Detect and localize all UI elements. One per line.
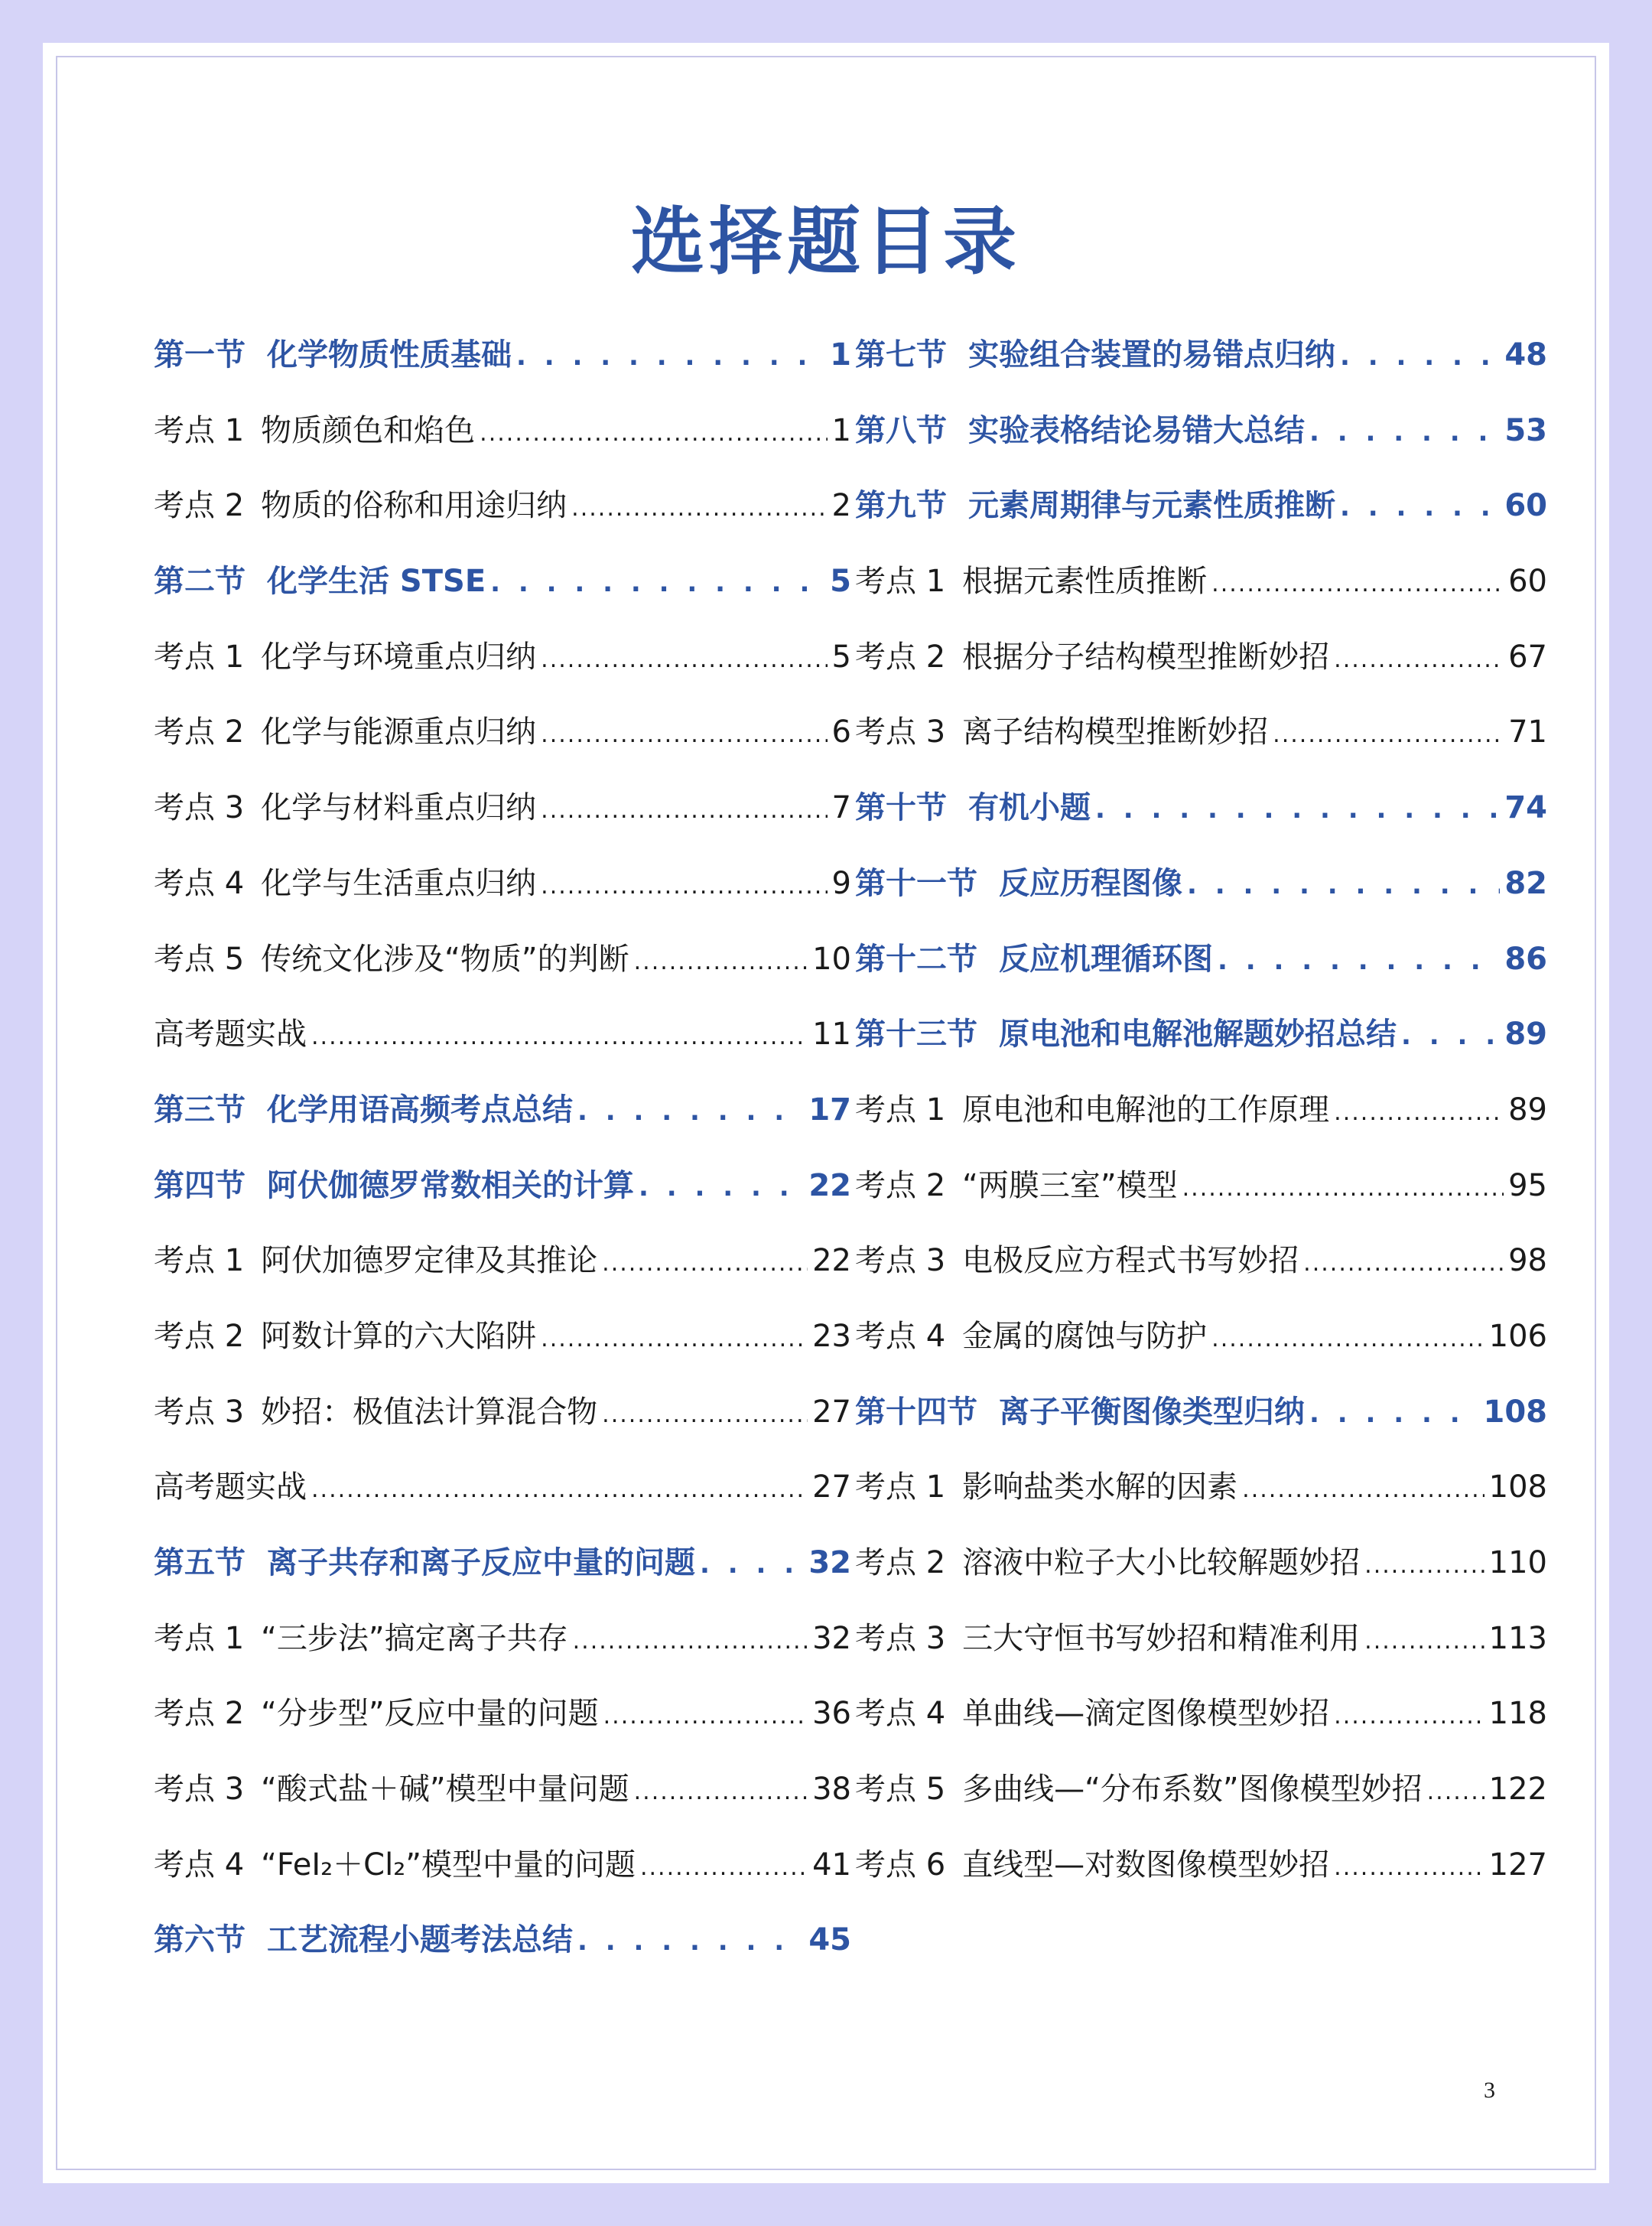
toc-entry-page: 89 xyxy=(1508,1092,1547,1128)
toc-entry-title: 反应历程图像 xyxy=(999,865,1182,901)
toc-entry-number: 考点 1 xyxy=(154,412,245,448)
toc-entry-label xyxy=(154,1464,307,1510)
dot-leader xyxy=(480,408,827,457)
toc-entry-title: 化学用语高频考点总结 xyxy=(267,1092,573,1128)
toc-entry-number: 考点 4 xyxy=(154,865,245,901)
toc-entry-title: 化学与材料重点归纳 xyxy=(261,790,537,826)
toc-entry-title: 阿伏伽德罗常数相关的计算 xyxy=(267,1167,634,1203)
toc-entry-label xyxy=(154,1917,573,1963)
toc-entry-page: 5 xyxy=(830,564,851,600)
toc-entry-page: 41 xyxy=(812,1847,851,1883)
dot-leader xyxy=(577,1087,804,1134)
toc-entry-page: 113 xyxy=(1488,1620,1547,1656)
toc-entry-label xyxy=(855,483,1335,529)
toc-entry-title: “FeI₂＋Cl₂”模型中量的问题 xyxy=(261,1847,636,1883)
toc-entry-title: 原电池和电解池的工作原理 xyxy=(962,1092,1330,1128)
toc-entry-number: 第十三节 xyxy=(855,1017,977,1053)
toc-entry-title: 传统文化涉及“物质”的判断 xyxy=(261,941,629,977)
toc-entry-label xyxy=(154,1691,599,1736)
toc-item-entry[interactable] xyxy=(154,861,851,936)
toc-item-entry[interactable] xyxy=(855,1163,1547,1238)
toc-entry-title: 高考题实战 xyxy=(154,1017,307,1053)
toc-entry-title: 金属的腐蚀与防护 xyxy=(962,1318,1208,1354)
dot-leader xyxy=(1095,785,1500,832)
toc-entry-title: “三步法”搞定离子共存 xyxy=(261,1620,568,1656)
toc-item-entry[interactable] xyxy=(855,1087,1547,1163)
dot-leader xyxy=(1334,1691,1484,1739)
toc-entry-page: 7 xyxy=(831,790,851,826)
dot-leader xyxy=(577,1917,804,1964)
page-title: 选择题目录 xyxy=(631,199,1021,285)
toc-section-entry[interactable] xyxy=(855,1389,1547,1465)
toc-entry-label xyxy=(154,1389,597,1435)
toc-entry-title: 物质颜色和焰色 xyxy=(261,412,476,448)
dot-leader xyxy=(541,634,827,683)
toc-entry-label xyxy=(154,1540,695,1586)
toc-entry-title: “酸式盐＋碱”模型中量问题 xyxy=(261,1772,629,1808)
toc-entry-number: 第十四节 xyxy=(855,1394,977,1430)
toc-entry-page: 95 xyxy=(1508,1167,1547,1203)
toc-section-entry[interactable] xyxy=(855,936,1547,1012)
dot-leader xyxy=(1340,483,1500,530)
toc-entry-number: 第十节 xyxy=(855,790,947,826)
toc-section-entry[interactable] xyxy=(154,558,851,634)
toc-entry-number: 考点 2 xyxy=(154,1696,245,1732)
dot-leader xyxy=(634,1766,808,1815)
dot-leader xyxy=(639,1163,804,1210)
toc-entry-label xyxy=(855,1238,1299,1284)
toc-entry-title: 高考题实战 xyxy=(154,1469,307,1505)
toc-item-entry[interactable] xyxy=(855,1691,1547,1766)
dot-leader xyxy=(516,332,825,379)
toc-entry-label xyxy=(154,1313,536,1359)
dot-leader xyxy=(1182,1163,1504,1212)
toc-entry-title: 工艺流程小题考法总结 xyxy=(267,1922,573,1958)
toc-section-entry[interactable] xyxy=(855,483,1547,558)
dot-leader xyxy=(311,1011,808,1060)
dot-leader xyxy=(1334,1842,1484,1891)
toc-entry-number: 第九节 xyxy=(855,488,947,524)
toc-entry-number: 考点 4 xyxy=(855,1696,946,1732)
toc-entry-label xyxy=(154,936,629,982)
dot-leader xyxy=(603,1691,808,1739)
toc-entry-label xyxy=(855,1389,1305,1435)
toc-entry-label xyxy=(154,1842,636,1888)
toc-entry-number: 考点 2 xyxy=(855,639,946,675)
toc-entry-title: 反应机理循环图 xyxy=(999,941,1213,977)
dot-leader xyxy=(1334,634,1504,683)
toc-entry-page: 6 xyxy=(831,714,851,750)
toc-entry-number: 考点 5 xyxy=(855,1772,946,1808)
toc-entry-label xyxy=(154,1766,629,1812)
toc-section-entry[interactable] xyxy=(855,332,1547,408)
toc-entry-title: 电极反应方程式书写妙招 xyxy=(962,1243,1299,1279)
dot-leader xyxy=(1334,1087,1504,1136)
toc-entry-title: 多曲线—“分布系数”图像模型妙招 xyxy=(962,1772,1423,1808)
toc-item-entry[interactable] xyxy=(154,936,851,1012)
toc-entry-title: 阿伏加德罗定律及其推论 xyxy=(261,1243,598,1279)
toc-item-entry[interactable] xyxy=(855,1766,1547,1842)
dot-leader xyxy=(602,1238,808,1287)
dot-leader xyxy=(1218,936,1500,984)
toc-entry-label xyxy=(855,1011,1397,1057)
toc-item-entry[interactable] xyxy=(855,1313,1547,1389)
toc-entry-label xyxy=(154,1011,307,1057)
toc-entry-title: 根据分子结构模型推断妙招 xyxy=(962,639,1330,675)
toc-entry-page: 74 xyxy=(1504,790,1547,826)
toc-entry-number: 考点 1 xyxy=(154,1243,245,1279)
toc-entry-page: 110 xyxy=(1488,1545,1547,1580)
toc-section-entry[interactable] xyxy=(154,1540,851,1616)
toc-entry-number: 第十一节 xyxy=(855,865,977,901)
toc-entry-title: 有机小题 xyxy=(968,790,1091,826)
toc-entry-page: 108 xyxy=(1488,1469,1547,1505)
toc-section-entry[interactable] xyxy=(154,1917,851,1993)
toc-item-entry[interactable] xyxy=(154,1616,851,1691)
dot-leader xyxy=(700,1540,804,1587)
toc-entry-page: 22 xyxy=(808,1167,851,1203)
dot-leader xyxy=(1211,558,1504,607)
toc-entry-title: 化学生活 STSE xyxy=(267,564,486,600)
toc-entry-page: 67 xyxy=(1508,639,1547,675)
toc-entry-label xyxy=(154,1163,634,1209)
toc-entry-label xyxy=(855,1691,1329,1736)
toc-entry-title: 化学与生活重点归纳 xyxy=(261,865,537,901)
toc-item-entry[interactable] xyxy=(855,1464,1547,1540)
toc-entry-label xyxy=(855,634,1329,680)
toc-entry-title: 妙招：极值法计算混合物 xyxy=(261,1394,598,1430)
dot-leader xyxy=(640,1842,808,1891)
toc-entry-title: 影响盐类水解的因素 xyxy=(962,1469,1238,1505)
toc-item-entry[interactable] xyxy=(154,1313,851,1389)
toc-entry-number: 考点 3 xyxy=(855,1243,946,1279)
toc-column-right xyxy=(855,332,1547,1917)
toc-entry-label xyxy=(855,785,1091,831)
toc-entry-page: 5 xyxy=(831,639,851,675)
toc-entry-number: 第八节 xyxy=(855,412,947,448)
toc-entry-label xyxy=(855,1766,1423,1812)
dot-leader xyxy=(311,1464,808,1513)
dot-leader xyxy=(541,861,827,910)
toc-entry-title: 离子平衡图像类型归纳 xyxy=(999,1394,1305,1430)
toc-entry-title: 离子结构模型推断妙招 xyxy=(962,714,1269,750)
toc-entry-page: 23 xyxy=(812,1318,851,1354)
toc-item-entry[interactable] xyxy=(855,1842,1547,1918)
toc-section-entry[interactable] xyxy=(855,785,1547,861)
toc-entry-page: 122 xyxy=(1488,1772,1547,1808)
toc-entry-title: 单曲线—滴定图像模型妙招 xyxy=(962,1696,1330,1732)
dot-leader xyxy=(1309,408,1500,455)
toc-entry-number: 考点 1 xyxy=(855,1469,946,1505)
toc-entry-title: 实验表格结论易错大总结 xyxy=(968,412,1305,448)
toc-entry-number: 考点 2 xyxy=(154,1318,245,1354)
toc-entry-title: 离子共存和离子反应中量的问题 xyxy=(267,1545,695,1580)
page-number: 3 xyxy=(1484,2078,1495,2103)
toc-entry-number: 考点 3 xyxy=(855,714,946,750)
toc-entry-label xyxy=(154,408,475,454)
dot-leader xyxy=(490,558,825,606)
toc-entry-number: 第十二节 xyxy=(855,941,977,977)
toc-entry-label xyxy=(855,1464,1237,1510)
toc-entry-page: 60 xyxy=(1504,488,1547,524)
toc-entry-number: 第一节 xyxy=(154,337,246,373)
toc-item-entry[interactable] xyxy=(154,1464,851,1540)
toc-entry-number: 考点 2 xyxy=(154,488,245,524)
toc-entry-page: 1 xyxy=(831,412,851,448)
toc-section-entry[interactable] xyxy=(855,861,1547,936)
toc-entry-page: 32 xyxy=(812,1620,851,1656)
toc-entry-number: 考点 6 xyxy=(855,1847,946,1883)
toc-item-entry[interactable] xyxy=(855,1238,1547,1313)
toc-entry-label xyxy=(855,709,1268,755)
toc-entry-page: 1 xyxy=(830,337,851,373)
toc-entry-number: 考点 2 xyxy=(855,1167,946,1203)
toc-entry-title: 直线型—对数图像模型妙招 xyxy=(962,1847,1330,1883)
toc-entry-label xyxy=(855,936,1213,982)
toc-entry-title: 原电池和电解池解题妙招总结 xyxy=(999,1017,1397,1053)
toc-entry-label xyxy=(855,408,1305,454)
toc-entry-title: 元素周期律与元素性质推断 xyxy=(968,488,1335,524)
dot-leader xyxy=(1273,709,1504,758)
toc-entry-page: 60 xyxy=(1508,564,1547,600)
toc-entry-number: 考点 1 xyxy=(855,1092,946,1128)
toc-entry-label xyxy=(154,785,536,831)
toc-entry-number: 第三节 xyxy=(154,1092,246,1128)
toc-item-entry[interactable] xyxy=(154,483,851,558)
toc-entry-page: 27 xyxy=(812,1394,851,1430)
toc-entry-label xyxy=(855,1842,1329,1888)
toc-entry-label xyxy=(855,1540,1360,1586)
toc-entry-number: 第六节 xyxy=(154,1922,246,1958)
toc-entry-page: 9 xyxy=(831,865,851,901)
toc-entry-number: 考点 3 xyxy=(855,1620,946,1656)
toc-entry-title: 化学物质性质基础 xyxy=(267,337,512,373)
toc-item-entry[interactable] xyxy=(154,785,851,861)
toc-entry-number: 考点 3 xyxy=(154,1772,245,1808)
dot-leader xyxy=(1364,1540,1484,1589)
toc-entry-number: 第二节 xyxy=(154,564,246,600)
toc-entry-title: 实验组合装置的易错点归纳 xyxy=(968,337,1335,373)
dot-leader xyxy=(541,709,827,758)
dot-leader xyxy=(1427,1766,1485,1815)
toc-entry-number: 第七节 xyxy=(855,337,947,373)
toc-entry-page: 38 xyxy=(812,1772,851,1808)
toc-column-left xyxy=(154,332,851,1993)
dot-leader xyxy=(541,1313,808,1362)
toc-entry-page: 45 xyxy=(808,1922,851,1958)
dot-leader xyxy=(1364,1616,1484,1665)
toc-entry-title: 三大守恒书写妙招和精准利用 xyxy=(962,1620,1361,1656)
toc-entry-page: 48 xyxy=(1504,337,1547,373)
toc-entry-page: 27 xyxy=(812,1469,851,1505)
toc-item-entry[interactable] xyxy=(154,1766,851,1842)
toc-entry-label xyxy=(855,1087,1329,1133)
toc-item-entry[interactable] xyxy=(855,558,1547,634)
dot-leader xyxy=(1211,1313,1484,1362)
toc-entry-title: 化学与能源重点归纳 xyxy=(261,714,537,750)
toc-entry-page: 118 xyxy=(1488,1696,1547,1732)
dot-leader xyxy=(571,483,827,532)
page-sheet xyxy=(43,43,1609,2183)
toc-entry-label xyxy=(154,634,536,680)
toc-entry-page: 127 xyxy=(1488,1847,1547,1883)
toc-entry-page: 2 xyxy=(831,488,851,524)
toc-entry-label xyxy=(154,709,536,755)
toc-entry-number: 考点 4 xyxy=(855,1318,946,1354)
toc-item-entry[interactable] xyxy=(154,1389,851,1465)
toc-entry-page: 106 xyxy=(1488,1318,1547,1354)
toc-entry-number: 考点 1 xyxy=(154,1620,245,1656)
toc-entry-number: 考点 2 xyxy=(154,714,245,750)
toc-entry-number: 第五节 xyxy=(154,1545,246,1580)
toc-entry-title: 溶液中粒子大小比较解题妙招 xyxy=(962,1545,1361,1580)
toc-entry-label xyxy=(855,332,1335,378)
dot-leader xyxy=(1309,1389,1479,1437)
toc-section-entry[interactable] xyxy=(855,408,1547,483)
toc-item-entry[interactable] xyxy=(855,1540,1547,1616)
toc-entry-label xyxy=(154,483,567,529)
dot-leader xyxy=(602,1389,808,1438)
toc-item-entry[interactable] xyxy=(855,709,1547,785)
toc-entry-page: 17 xyxy=(808,1092,851,1128)
dot-leader xyxy=(573,1616,808,1665)
toc-entry-page: 82 xyxy=(1504,865,1547,901)
toc-section-entry[interactable] xyxy=(855,1011,1547,1087)
dot-leader xyxy=(1242,1464,1484,1513)
toc-entry-page: 89 xyxy=(1504,1017,1547,1053)
toc-entry-label xyxy=(855,861,1182,906)
dot-leader xyxy=(1340,332,1500,379)
toc-item-entry[interactable] xyxy=(855,634,1547,710)
toc-entry-label xyxy=(154,1616,568,1661)
toc-entry-label xyxy=(154,861,536,906)
toc-entry-page: 10 xyxy=(812,941,851,977)
toc-entry-number: 考点 4 xyxy=(154,1847,245,1883)
dot-leader xyxy=(634,936,808,985)
toc-entry-label xyxy=(855,1163,1178,1209)
toc-entry-number: 考点 3 xyxy=(154,790,245,826)
toc-item-entry[interactable] xyxy=(154,709,851,785)
toc-entry-page: 32 xyxy=(808,1545,851,1580)
toc-entry-page: 36 xyxy=(812,1696,851,1732)
toc-entry-label xyxy=(154,1087,573,1133)
dot-leader xyxy=(541,785,827,834)
toc-entry-page: 11 xyxy=(812,1017,851,1053)
toc-item-entry[interactable] xyxy=(855,1616,1547,1691)
toc-entry-page: 71 xyxy=(1508,714,1547,750)
toc-entry-title: 根据元素性质推断 xyxy=(962,564,1208,600)
toc-entry-number: 考点 3 xyxy=(154,1394,245,1430)
toc-entry-number: 第四节 xyxy=(154,1167,246,1203)
toc-item-entry[interactable] xyxy=(154,408,851,483)
dot-leader xyxy=(1187,861,1500,908)
toc-entry-number: 考点 1 xyxy=(154,639,245,675)
toc-entry-title: “分步型”反应中量的问题 xyxy=(261,1696,599,1732)
dot-leader xyxy=(1401,1011,1500,1059)
toc-entry-page: 53 xyxy=(1504,412,1547,448)
dot-leader xyxy=(1303,1238,1504,1287)
toc-entry-title: 阿数计算的六大陷阱 xyxy=(261,1318,537,1354)
toc-item-entry[interactable] xyxy=(154,1011,851,1087)
toc-item-entry[interactable] xyxy=(154,1691,851,1766)
toc-item-entry[interactable] xyxy=(154,1842,851,1918)
toc-entry-number: 考点 2 xyxy=(855,1545,946,1580)
toc-entry-page: 86 xyxy=(1504,941,1547,977)
toc-entry-number: 考点 5 xyxy=(154,941,245,977)
toc-entry-title: “两膜三室”模型 xyxy=(962,1167,1178,1203)
toc-entry-label xyxy=(855,558,1207,604)
toc-entry-number: 考点 1 xyxy=(855,564,946,600)
toc-entry-label xyxy=(855,1313,1207,1359)
toc-entry-label xyxy=(855,1616,1360,1661)
toc-entry-label xyxy=(154,558,486,604)
toc-entry-title: 化学与环境重点归纳 xyxy=(261,639,537,675)
toc-entry-page: 22 xyxy=(812,1243,851,1279)
toc-entry-title: 物质的俗称和用途归纳 xyxy=(261,488,567,524)
toc-entry-label xyxy=(154,332,512,378)
toc-item-entry[interactable] xyxy=(154,634,851,710)
toc-item-entry[interactable] xyxy=(154,1238,851,1313)
toc-section-entry[interactable] xyxy=(154,332,851,408)
toc-section-entry[interactable] xyxy=(154,1163,851,1238)
toc-entry-page: 98 xyxy=(1508,1243,1547,1279)
toc-entry-page: 108 xyxy=(1483,1394,1547,1430)
toc-section-entry[interactable] xyxy=(154,1087,851,1163)
toc-entry-label xyxy=(154,1238,597,1284)
